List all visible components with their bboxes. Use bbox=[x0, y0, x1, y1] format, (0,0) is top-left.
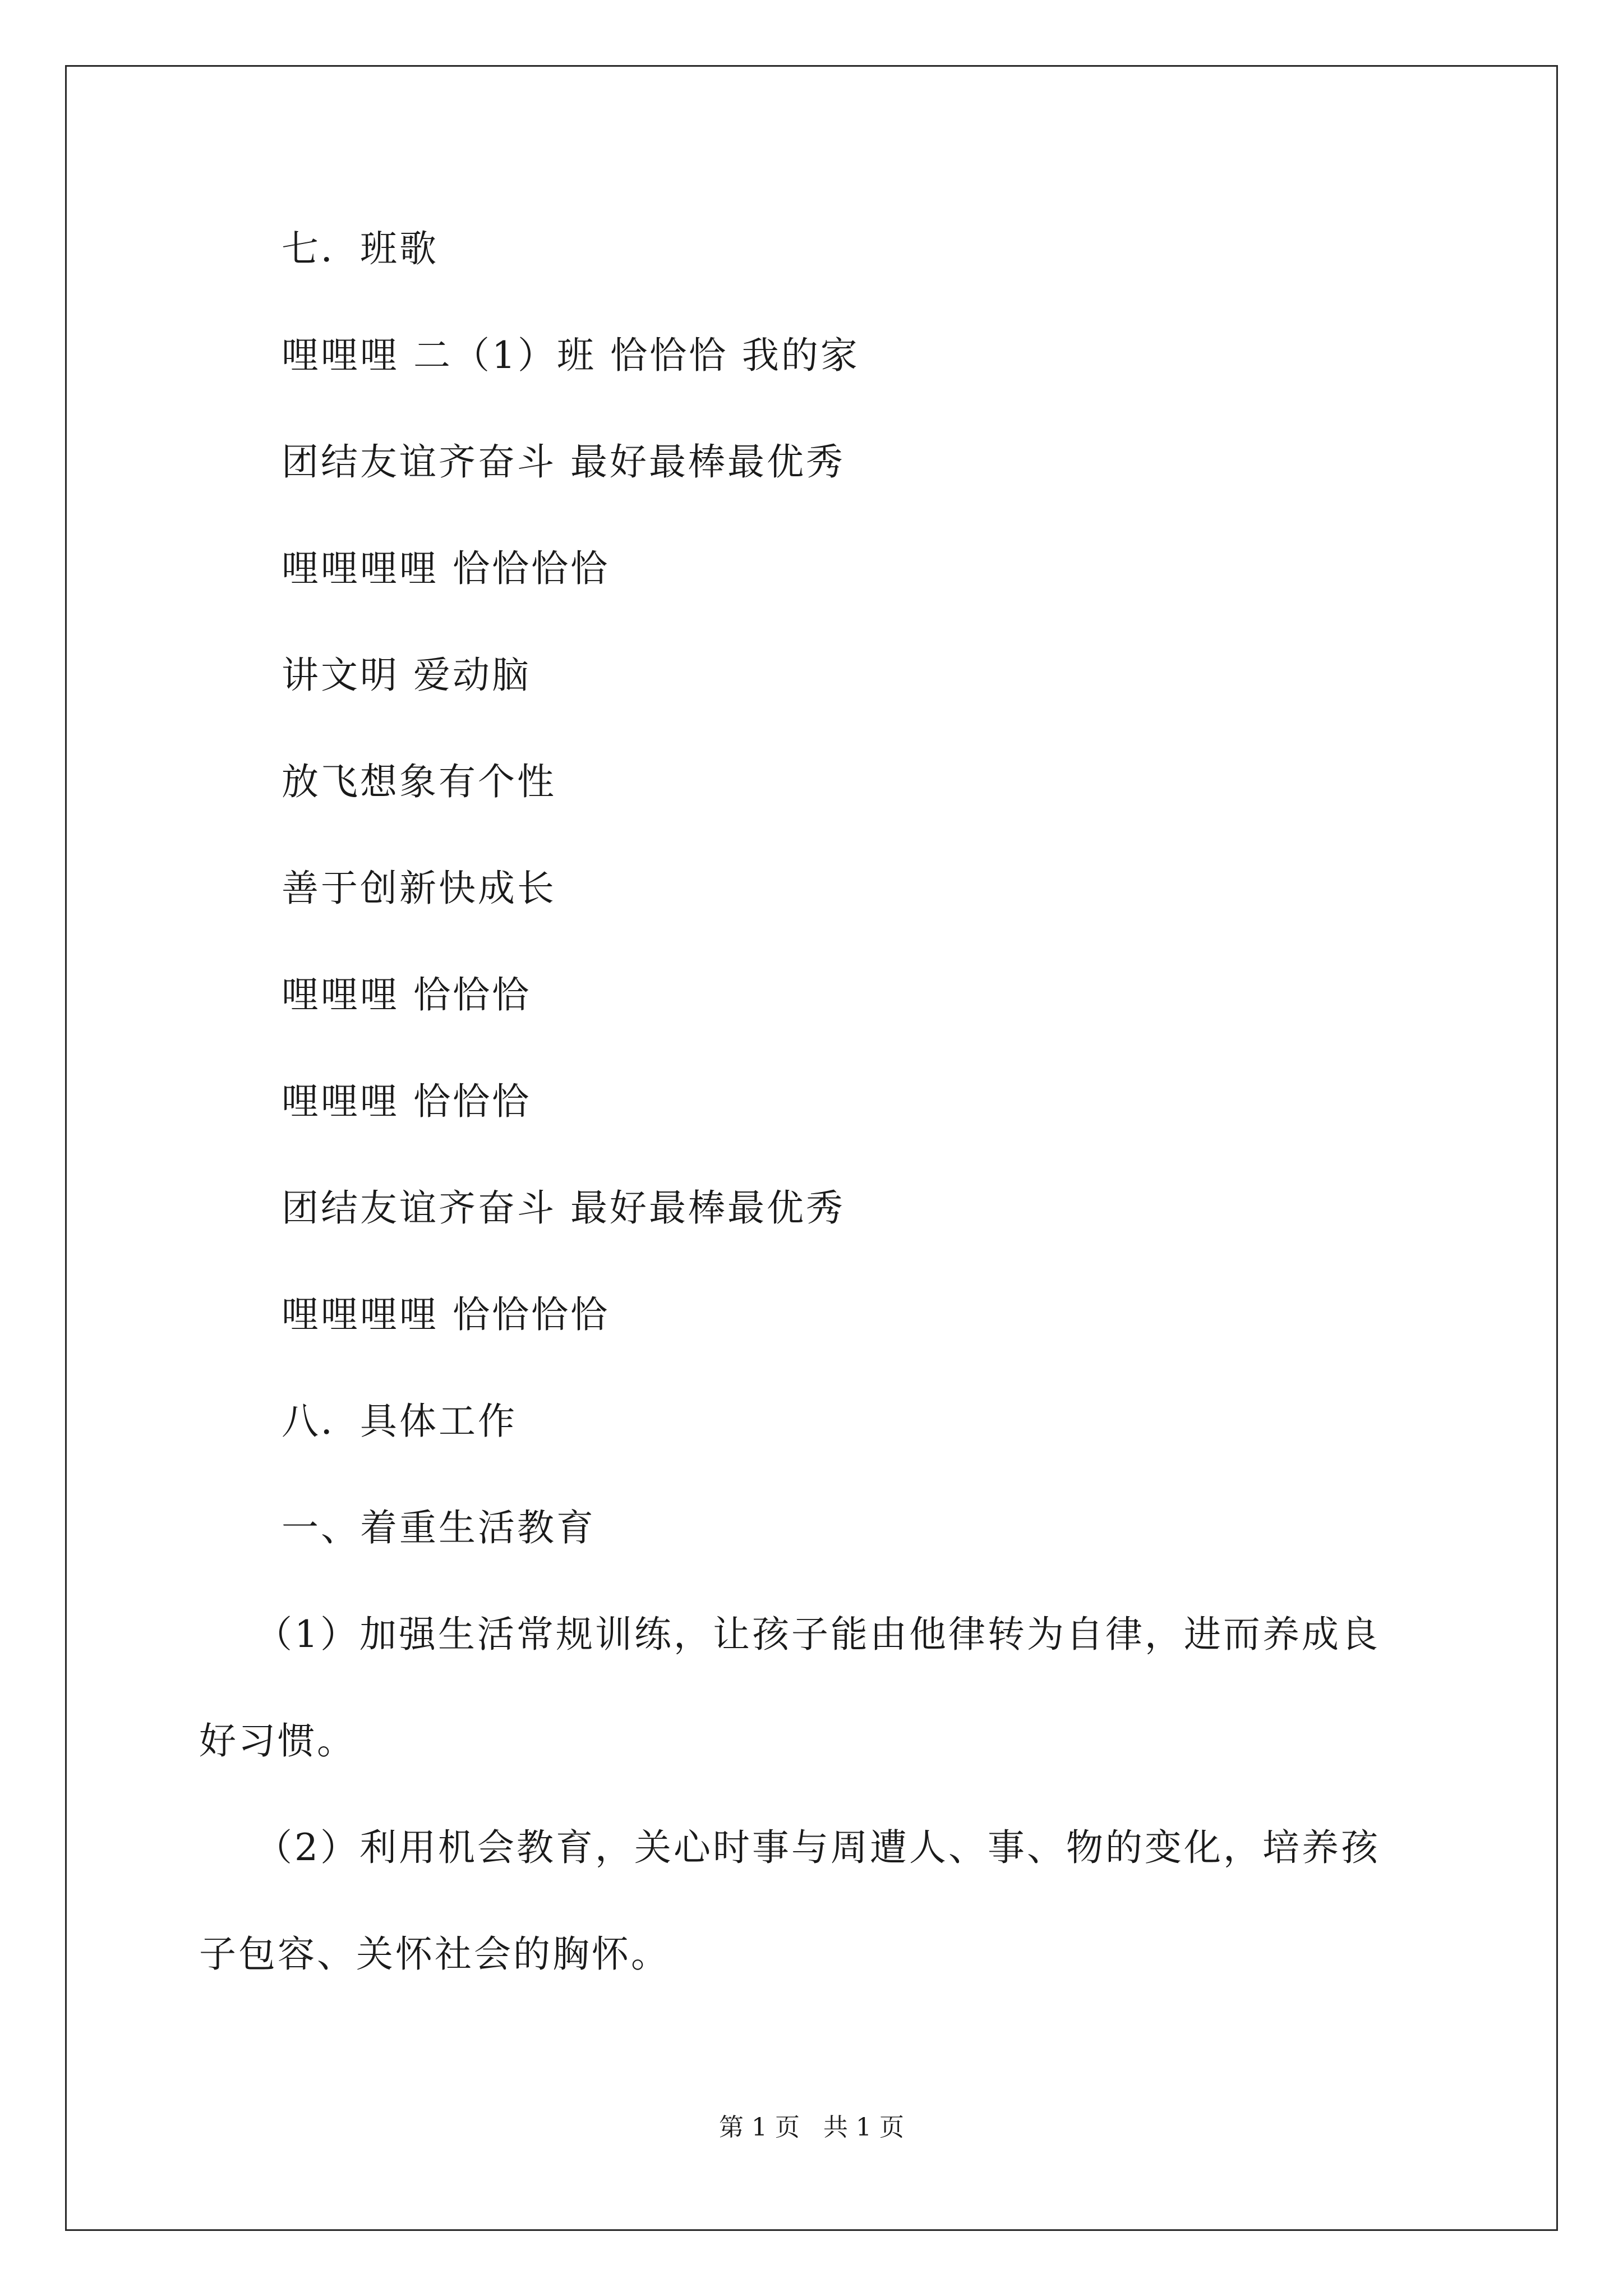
lyric-line: 哩哩哩 恰恰恰 bbox=[282, 973, 531, 1016]
lyric-line: 讲文明 爱动脑 bbox=[282, 654, 531, 697]
heading-specific-work: 八．具体工作 bbox=[282, 1400, 517, 1443]
lyric-line: 团结友谊齐奋斗 最好最棒最优秀 bbox=[282, 1186, 845, 1230]
lyric-line: 哩哩哩哩 恰恰恰恰 bbox=[282, 547, 610, 590]
page-number-footer: 第 1 页 共 1 页 bbox=[719, 2113, 904, 2142]
subheading-life-education: 一、着重生活教育 bbox=[282, 1506, 596, 1549]
lyric-line: 哩哩哩 二（1）班 恰恰恰 我的家 bbox=[282, 334, 860, 377]
paragraph-item-1 bbox=[199, 1612, 1433, 1764]
paragraph-continuation: 好习惯。 bbox=[199, 1719, 356, 1763]
paragraph-continuation: 子包容、关怀社会的胸怀。 bbox=[199, 1932, 670, 1976]
lyric-line: 团结友谊齐奋斗 最好最棒最优秀 bbox=[282, 440, 845, 484]
lyric-line: 哩哩哩 恰恰恰 bbox=[282, 1080, 531, 1123]
paragraph-first-line: （1）加强生活常规训练，让孩子能由他律转为自律，进而养成良 bbox=[255, 1613, 1380, 1656]
paragraph-item-2 bbox=[199, 1825, 1433, 1977]
lyric-line: 善于创新快成长 bbox=[282, 867, 556, 910]
heading-class-song: 七．班歌 bbox=[282, 227, 439, 270]
lyric-line: 放飞想象有个性 bbox=[282, 760, 556, 803]
paragraph-first-line: （2）利用机会教育，关心时事与周遭人、事、物的变化，培养孩 bbox=[255, 1826, 1380, 1869]
lyric-line: 哩哩哩哩 恰恰恰恰 bbox=[282, 1293, 610, 1336]
